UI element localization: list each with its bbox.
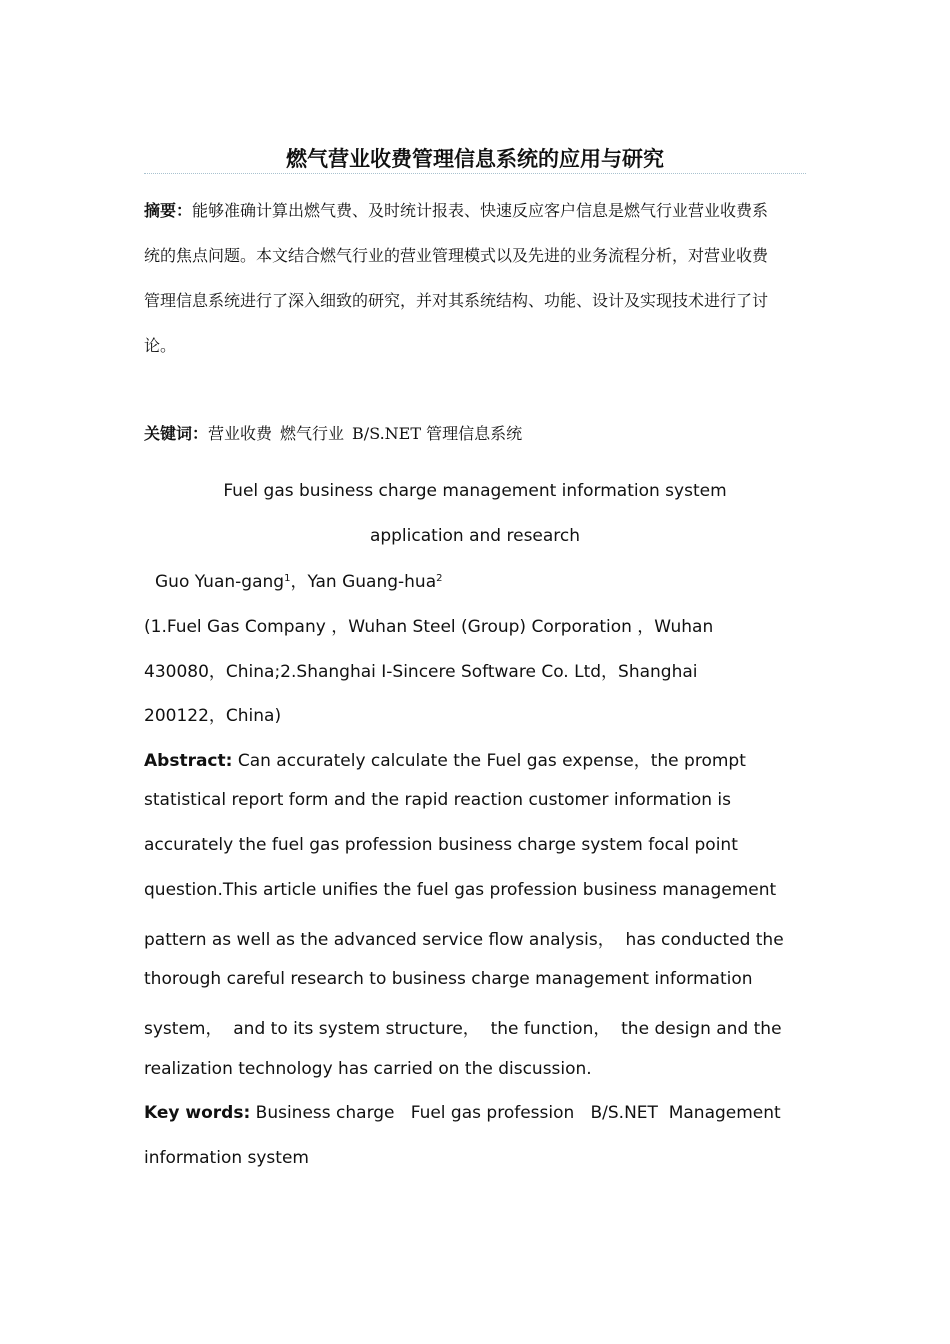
author-separator: ， bbox=[290, 572, 308, 592]
abstract-en-text: Can accurately calculate the Fuel gas expense，the prompt bbox=[232, 751, 746, 771]
author-1-affiliation-mark: 1 bbox=[284, 573, 291, 584]
keyword-cn-2: 燃气行业 bbox=[280, 424, 345, 443]
affiliation-line-2: 430080，China;2.Shanghai I-Sincere Software Co. Ltd，Shanghai bbox=[144, 662, 698, 682]
author-2: Yan Guang-hua bbox=[307, 572, 437, 592]
abstract-cn-line-2: 统的焦点问题。本文结合燃气行业的营业管理模式以及先进的业务流程分析，对营业收费 bbox=[144, 246, 769, 265]
keywords-en-line-2: information system bbox=[144, 1148, 309, 1168]
abstract-cn-label: 摘要： bbox=[144, 201, 193, 220]
affiliation-line-3: 200122，China) bbox=[144, 706, 282, 726]
authors bbox=[155, 567, 442, 592]
keywords-cn bbox=[144, 421, 522, 444]
abstract-en-line-3: accurately the fuel gas profession business charge system focal point bbox=[144, 835, 738, 855]
abstract-cn-text: 能够准确计算出燃气费、及时统计报表、快速反应客户信息是燃气行业营业收费系 bbox=[192, 201, 769, 220]
abstract-en-line-5: pattern as well as the advanced service flow analysis， has conducted the bbox=[144, 930, 784, 950]
author-1: Guo Yuan-gang bbox=[155, 572, 285, 592]
abstract-cn-line-4: 论。 bbox=[144, 336, 177, 355]
keyword-cn-1: 营业收费 bbox=[208, 424, 273, 443]
affiliation-line-1: (1.Fuel Gas Company ，Wuhan Steel (Group) Corporation ，Wuhan bbox=[144, 617, 714, 637]
abstract-cn-line-3: 管理信息系统进行了深入细致的研究，并对其系统结构、功能、设计及实现技术进行了讨 bbox=[144, 291, 769, 310]
abstract-en-line-7: system， and to its system structure， the function， the design and the bbox=[144, 1019, 782, 1039]
abstract-en-label: Abstract: bbox=[144, 751, 233, 771]
abstract-en-line-2: statistical report form and the rapid reaction customer information is bbox=[144, 790, 731, 810]
keywords-en-label: Key words: bbox=[144, 1103, 251, 1123]
english-title-line-1: Fuel gas business charge management information system bbox=[223, 481, 727, 501]
chinese-title: 燃气营业收费管理信息系统的应用与研究 bbox=[286, 146, 664, 171]
title-divider bbox=[144, 173, 806, 174]
abstract-cn-line-1 bbox=[144, 198, 768, 221]
keywords-en-line-1 bbox=[144, 1103, 781, 1123]
abstract-en-line-1 bbox=[144, 746, 746, 771]
keywords-cn-label: 关键词： bbox=[144, 424, 209, 443]
abstract-en-line-8: realization technology has carried on the discussion. bbox=[144, 1059, 592, 1079]
abstract-en-line-6: thorough careful research to business charge management information bbox=[144, 969, 753, 989]
keyword-cn-3: B/S.NET 管理信息系统 bbox=[352, 424, 523, 443]
keywords-en-text: Business charge Fuel gas profession B/S.NET Management bbox=[250, 1103, 781, 1123]
abstract-en-line-4: question.This article unifies the fuel gas profession business management bbox=[144, 880, 777, 900]
english-title-line-2: application and research bbox=[369, 526, 581, 546]
author-2-affiliation-mark: 2 bbox=[436, 573, 443, 584]
